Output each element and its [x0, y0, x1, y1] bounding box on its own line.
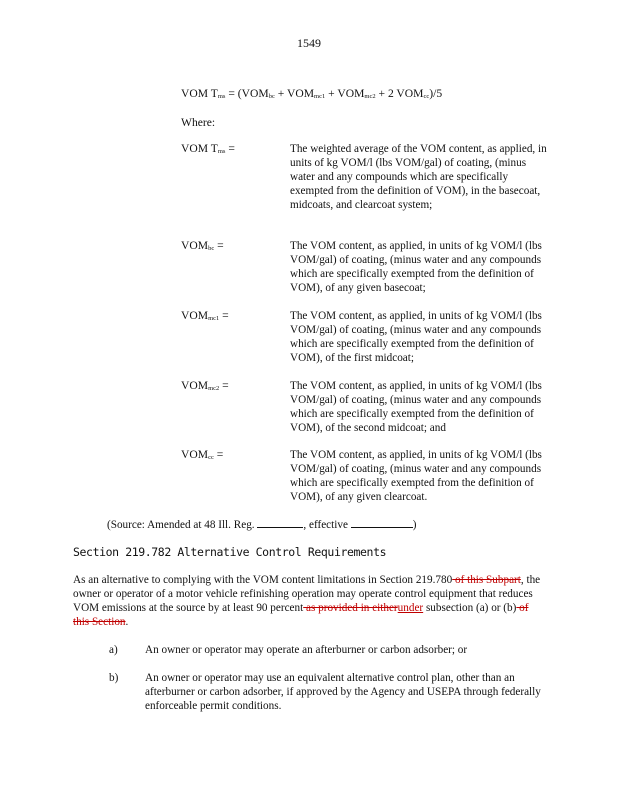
term-base: VOM [181, 448, 209, 461]
formula-part: + VOM [274, 87, 315, 100]
definition-term [181, 239, 224, 253]
deleted-text: as provided in either [303, 602, 398, 614]
inserted-text: under [397, 602, 424, 614]
source-note [107, 517, 416, 532]
definition-text: The VOM content, as applied, in units of kg VOM/l (lbs VOM/gal) of coating, (minus water and any compounds which are specifically exempted from the definition of VOM), of any given clearcoat. [290, 449, 542, 503]
section-heading: Section 219.782 Alternative Control Requirements [73, 545, 387, 559]
term-subscript: mc2 [208, 385, 220, 392]
formula-subscript: bc [268, 93, 275, 100]
term-equals: = [225, 142, 235, 155]
definition-term [181, 379, 229, 393]
list-item-text: An owner or operator may operate an afterburner or carbon adsorber; or [145, 644, 468, 656]
register-blank [257, 517, 303, 528]
paragraph-text: subsection (a) or (b) [423, 602, 517, 614]
definition-text: The weighted average of the VOM content, as applied, in units of kg VOM/l (lbs VOM/gal) of coating, (minus water and any compounds which are specifically exempted from the definition of VOM), in the basecoat, midcoats, and clearcoat system; [290, 143, 547, 211]
formula-subscript: mc1 [314, 93, 326, 100]
formula-part: + VOM [325, 87, 365, 100]
formula-subscript: cc [423, 93, 430, 100]
formula-lhs-subscript: ms [217, 93, 226, 100]
formula-lhs: VOM T [181, 87, 218, 100]
term-base: VOM [181, 379, 209, 392]
term-subscript: mc1 [208, 315, 220, 322]
definition-term [181, 309, 229, 323]
page-number: 1549 [297, 36, 321, 50]
term-base: VOM [181, 239, 209, 252]
term-equals: = [213, 448, 224, 461]
deleted-text: of this Subpart [452, 574, 521, 586]
term-base: VOM T [181, 142, 218, 155]
term-subscript: bc [208, 245, 215, 252]
term-equals: = [219, 309, 229, 322]
formula-subscript: mc2 [364, 93, 376, 100]
definition-term [181, 448, 223, 462]
definition-text: The VOM content, as applied, in units of kg VOM/l (lbs VOM/gal) of coating, (minus water and any compounds which are specifically exempted from the definition of VOM), of the first midcoat; [290, 310, 542, 364]
term-equals: = [214, 239, 224, 252]
weighted-average-formula [181, 87, 442, 101]
paragraph-text: , the owner or operator of a motor vehicle refinishing operation may operate control equipment that reduces VOM emissions at the source by at least 90 percent [73, 574, 541, 614]
effective-date-blank [351, 517, 413, 528]
definition-text: The VOM content, as applied, in units of kg VOM/l (lbs VOM/gal) of coating, (minus water and any compounds which are specifically exempted from the definition of VOM), of any given basecoat; [290, 240, 542, 294]
formula-part: )/5 [429, 87, 443, 100]
term-base: VOM [181, 309, 209, 322]
definition-text: The VOM content, as applied, in units of kg VOM/l (lbs VOM/gal) of coating, (minus water and any compounds which are specifically exempted from the definition of VOM), of the second midcoat; and [290, 380, 542, 434]
section-paragraph [73, 573, 543, 629]
paragraph-text: As an alternative to complying with the VOM content limitations in Section 219.780 [73, 574, 453, 586]
where-label: Where: [181, 116, 216, 129]
term-subscript: ms [217, 148, 226, 155]
term-subscript: cc [208, 454, 214, 461]
paragraph-text: . [125, 616, 129, 628]
deleted-text: of this Section [73, 602, 529, 628]
source-middle: , effective [303, 519, 348, 531]
source-prefix: (Source: Amended at 48 Ill. Reg. [107, 519, 255, 531]
source-suffix: ) [412, 519, 417, 531]
list-item-label: a) [109, 644, 118, 656]
definition-term [181, 142, 235, 156]
term-equals: = [219, 379, 229, 392]
formula-part: = (VOM [225, 87, 269, 100]
formula-part: + 2 VOM [375, 87, 424, 100]
list-item-label: b) [109, 672, 119, 684]
list-item-text: An owner or operator may use an equivalent alternative control plan, other than an afterburner or carbon adsorber, if approved by the Agency and USEPA through federally enforceable permit conditions. [145, 672, 541, 712]
